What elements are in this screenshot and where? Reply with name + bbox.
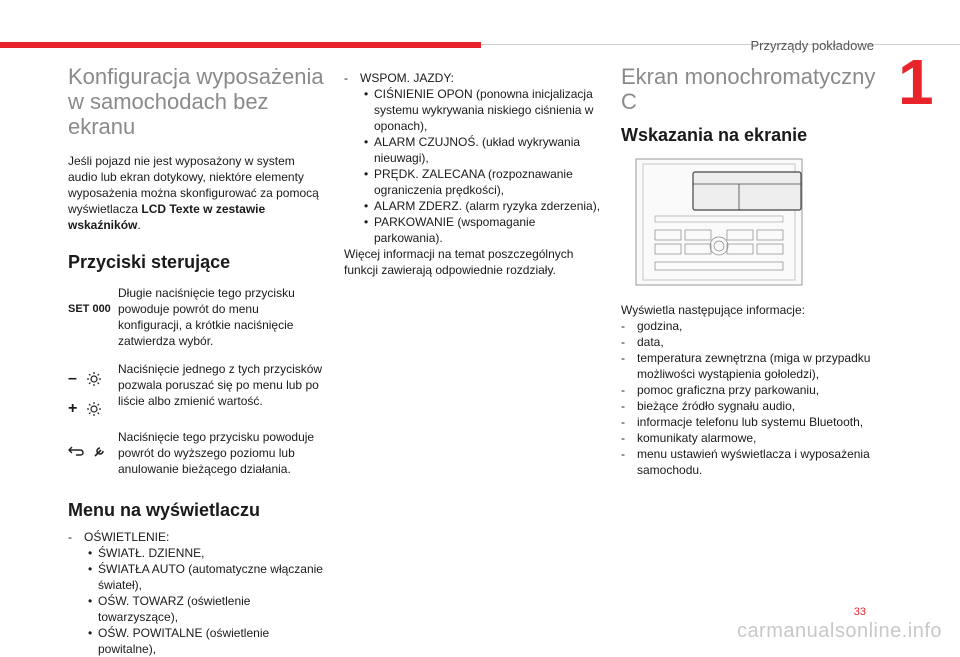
audio-unit-illustration — [635, 158, 803, 286]
list-item: • ALARM ZDERZ. (alarm ryzyka zderzenia), — [344, 198, 604, 214]
controls-title: Przyciski sterujące — [68, 252, 231, 272]
column-left — [68, 64, 326, 657]
control-back-text: Naciśnięcie tego przycisku powoduje powrót do wyższego poziomu lub anulowanie bieżącego działania. — [118, 430, 315, 476]
list-item: - bieżące źródło sygnału audio, — [621, 398, 891, 414]
chapter-title: Przyrządy pokładowe — [750, 38, 874, 53]
list-item: • OŚW. POWITALNE (oświetlenie powitalne), — [68, 625, 326, 657]
list-item — [68, 529, 326, 657]
display-intro: Wyświetla następujące informacje: — [621, 303, 805, 317]
control-set — [68, 285, 326, 349]
set-button-icon: SET 000 — [68, 303, 111, 315]
header-rule — [481, 44, 960, 45]
list-item: - komunikaty alarmowe, — [621, 430, 891, 446]
control-plus-minus-text: Naciśnięcie jednego z tych przycisków pozwala poruszać się po menu lub po liście albo zmienić wartość. — [118, 362, 323, 408]
radio-panel-icon — [635, 158, 803, 286]
page-number: 33 — [853, 606, 866, 618]
list-item: • PARKOWANIE (wspomaganie parkowania). — [344, 214, 604, 246]
back-arrow-icon — [68, 445, 84, 457]
wrench-icon — [94, 445, 106, 457]
intro-bold: LCD Texte w zestawie wskaźników — [68, 202, 266, 232]
plus-icon: + — [68, 400, 78, 417]
control-plus-minus — [68, 361, 326, 417]
intro-end: . — [137, 218, 141, 232]
menu-list-lighting — [68, 529, 326, 657]
column-right — [621, 64, 891, 478]
section-title-config: Konfiguracja wyposażenia w samochodach bez ekranu — [68, 64, 324, 139]
more-info-text: Więcej informacji na temat poszczególnych funkcji zawierają odpowiednie rozdziały. — [344, 247, 574, 277]
chapter-number: 1 — [898, 46, 934, 118]
menu-title: Menu na wyświetlaczu — [68, 500, 261, 520]
list-item: - data, — [621, 334, 891, 350]
screen-indications-title: Wskazania na ekranie — [621, 125, 808, 145]
list-item: - pomoc graficzna przy parkowaniu, — [621, 382, 891, 398]
minus-icon: – — [68, 370, 77, 387]
list-item: • ŚWIATŁ. DZIENNE, — [68, 545, 326, 561]
menu-item-label: WSPOM. JAZDY: — [360, 71, 455, 85]
control-back — [68, 429, 326, 477]
list-item — [344, 70, 604, 246]
red-header-bar — [0, 42, 481, 48]
display-info-list — [621, 318, 891, 478]
control-set-text: Długie naciśnięcie tego przycisku powoduje powrót do menu konfiguracji, a krótkie naciśnięcie zatwierdza wybór. — [118, 286, 295, 348]
list-item: - temperatura zewnętrzna (miga w przypadku możliwości wystąpienia gołoledzi), — [621, 350, 891, 382]
brightness-icon — [87, 402, 101, 416]
intro-paragraph — [68, 153, 326, 233]
watermark: carmanualsonline.info — [736, 620, 942, 642]
list-item: - menu ustawień wyświetlacza i wyposażenia samochodu. — [621, 446, 891, 478]
menu-item-label: OŚWIETLENIE: — [84, 530, 170, 544]
list-item: - godzina, — [621, 318, 891, 334]
section-title-mono-screen: Ekran monochromatyczny C — [621, 64, 876, 114]
list-item: • OŚW. TOWARZ (oświetlenie towarzyszące), — [68, 593, 326, 625]
intro-text: Jeśli pojazd nie jest wyposażony w system audio lub ekran dotykowy, niektóre elementy wyposażenia można skonfigurować za pomocą wyświetlacza — [68, 154, 319, 216]
list-item: • CIŚNIENIE OPON (ponowna inicjalizacja systemu wykrywania niskiego ciśnienia w oponach), — [344, 86, 604, 134]
column-middle — [344, 70, 604, 278]
list-item: • PRĘDK. ZALECANA (rozpoznawanie ograniczenia prędkości), — [344, 166, 604, 198]
list-item: - informacje telefonu lub systemu Bluetooth, — [621, 414, 891, 430]
list-item: • ŚWIATŁA AUTO (automatyczne włączanie świateł), — [68, 561, 326, 593]
menu-list-driving — [344, 70, 604, 246]
list-item: • ALARM CZUJNOŚ. (układ wykrywania nieuwagi), — [344, 134, 604, 166]
brightness-icon — [87, 372, 101, 386]
